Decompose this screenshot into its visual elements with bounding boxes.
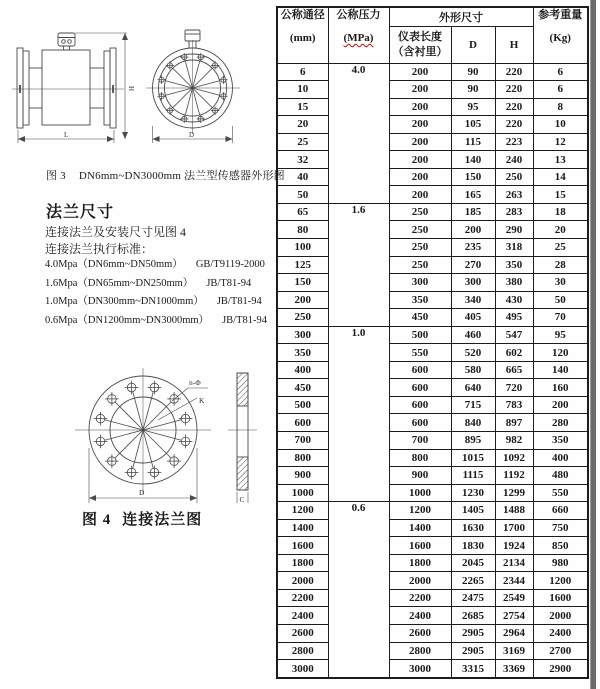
- cell-weight: 140: [533, 361, 588, 379]
- cell-d: 90: [451, 81, 495, 99]
- col-header-outline: 外形尺寸: [389, 7, 533, 26]
- cell-weight: 28: [533, 256, 588, 274]
- table-row: [277, 309, 588, 327]
- cell-dn: 1600: [277, 537, 328, 555]
- col-header-d: D: [451, 26, 495, 63]
- cell-length: 1400: [389, 519, 451, 537]
- cell-d: 840: [451, 414, 495, 432]
- cell-dn: 500: [277, 396, 328, 414]
- flange-intro-line: 连接法兰及安装尺寸见图 4: [45, 225, 187, 239]
- cell-dn: 20: [277, 116, 328, 134]
- cell-pressure: 0.6: [328, 502, 389, 678]
- col-header-length: 仪表长度 （含衬里）: [389, 26, 451, 63]
- table-row: [277, 361, 588, 379]
- cell-length: 300: [389, 274, 451, 292]
- cell-weight: 70: [533, 309, 588, 327]
- cell-h: 2549: [495, 589, 533, 607]
- cell-dn: 32: [277, 151, 328, 169]
- table-row: [277, 186, 588, 204]
- cell-weight: 50: [533, 291, 588, 309]
- cell-length: 700: [389, 431, 451, 449]
- cell-h: 783: [495, 396, 533, 414]
- col-header-weight: 参考重量 (Kg): [533, 7, 588, 63]
- cell-h: 1192: [495, 467, 533, 485]
- cell-weight: 14: [533, 168, 588, 186]
- cell-weight: 750: [533, 519, 588, 537]
- cell-h: 897: [495, 414, 533, 432]
- cell-d: 715: [451, 396, 495, 414]
- cell-length: 200: [389, 63, 451, 81]
- cell-weight: 200: [533, 396, 588, 414]
- table-row: [277, 116, 588, 134]
- cell-dn: 300: [277, 326, 328, 344]
- table-row: [277, 344, 588, 362]
- cell-d: 895: [451, 431, 495, 449]
- cell-h: 2344: [495, 572, 533, 590]
- cell-length: 350: [389, 291, 451, 309]
- figure3-caption-number: 图 3: [46, 170, 66, 182]
- cell-weight: 660: [533, 502, 588, 520]
- cell-length: 800: [389, 449, 451, 467]
- cell-length: 500: [389, 326, 451, 344]
- cell-length: 200: [389, 133, 451, 151]
- cell-h: 223: [495, 133, 533, 151]
- cell-weight: 480: [533, 467, 588, 485]
- cell-h: 290: [495, 221, 533, 239]
- cell-pressure: 1.0: [328, 326, 389, 501]
- cell-h: 602: [495, 344, 533, 362]
- cell-length: 250: [389, 256, 451, 274]
- cell-h: 220: [495, 63, 533, 81]
- cell-weight: 10: [533, 116, 588, 134]
- col-header-dn: 公称通径 (mm): [277, 7, 328, 63]
- page-edge-line: [590, 0, 596, 689]
- cell-dn: 50: [277, 186, 328, 204]
- cell-h: 1488: [495, 502, 533, 520]
- cell-d: 460: [451, 326, 495, 344]
- standard-item: [45, 256, 267, 275]
- junction-box: [58, 33, 75, 46]
- dim-label-c: C: [239, 495, 245, 504]
- cell-dn: 800: [277, 449, 328, 467]
- cell-dn: 40: [277, 168, 328, 186]
- cell-length: 200: [389, 168, 451, 186]
- col-header-h: H: [495, 26, 533, 63]
- standard-code: JB/T81-94: [216, 296, 262, 308]
- cell-h: 263: [495, 186, 533, 204]
- standard-item: [45, 293, 267, 312]
- cell-d: 340: [451, 291, 495, 309]
- figure4-caption-text: 连接法兰图: [122, 512, 203, 528]
- cell-d: 2905: [451, 642, 495, 660]
- cell-d: 140: [451, 151, 495, 169]
- cell-h: 1700: [495, 519, 533, 537]
- cell-h: 220: [495, 116, 533, 134]
- table-row: [277, 502, 588, 520]
- standard-range: （DN1200mm~DN3000mm）: [77, 314, 210, 326]
- header-row-1: [277, 7, 588, 26]
- cell-length: 2400: [389, 607, 451, 625]
- cell-d: 235: [451, 238, 495, 256]
- cell-length: 250: [389, 203, 451, 221]
- cell-dn: 3000: [277, 660, 328, 678]
- flange-standards-line: 连接法兰执行标准：: [45, 242, 154, 256]
- cell-d: 200: [451, 221, 495, 239]
- cell-length: 2600: [389, 625, 451, 643]
- cell-h: 3169: [495, 642, 533, 660]
- standard-pressure: 1.0Mpa: [45, 296, 78, 308]
- figure3-caption: [46, 167, 285, 183]
- table-row: [277, 168, 588, 186]
- cell-length: 1000: [389, 484, 451, 502]
- cell-d: 1115: [451, 467, 495, 485]
- table-row: [277, 431, 588, 449]
- cell-length: 450: [389, 309, 451, 327]
- cell-weight: 6: [533, 81, 588, 99]
- cell-weight: 160: [533, 379, 588, 397]
- cell-weight: 980: [533, 554, 588, 572]
- standard-range: （DN65mm~DN250mm）: [77, 277, 194, 289]
- cell-length: 200: [389, 151, 451, 169]
- table-row: [277, 133, 588, 151]
- cell-h: 2964: [495, 625, 533, 643]
- cell-d: 90: [451, 63, 495, 81]
- table-row: [277, 203, 588, 221]
- standard-code: GB/T9119-2000: [195, 259, 265, 270]
- cell-weight: 850: [533, 537, 588, 555]
- dim-label-d: D: [189, 131, 195, 139]
- cell-weight: 13: [533, 151, 588, 169]
- cell-weight: 20: [533, 221, 588, 239]
- cell-weight: 550: [533, 484, 588, 502]
- cell-d: 1230: [451, 484, 495, 502]
- junction-box-front: [185, 30, 200, 41]
- cell-h: 547: [495, 326, 533, 344]
- cell-length: 2200: [389, 589, 451, 607]
- cell-pressure: 4.0: [328, 63, 389, 203]
- cell-h: 380: [495, 274, 533, 292]
- cell-h: 2754: [495, 607, 533, 625]
- cell-dn: 80: [277, 221, 328, 239]
- cell-weight: 1600: [533, 589, 588, 607]
- cell-dn: 65: [277, 203, 328, 221]
- cell-weight: 350: [533, 431, 588, 449]
- cell-d: 1405: [451, 502, 495, 520]
- figure3-caption-text: DN6mm~DN3000mm 法兰型传感器外形图: [78, 170, 285, 182]
- dim-label-d: D: [139, 488, 145, 497]
- table-row: [277, 238, 588, 256]
- cell-h: 982: [495, 431, 533, 449]
- standard-range: （DN6mm~DN50mm）: [77, 259, 183, 270]
- cell-weight: 2700: [533, 642, 588, 660]
- cell-dn: 2600: [277, 625, 328, 643]
- cell-d: 580: [451, 361, 495, 379]
- cell-pressure: 1.6: [328, 203, 389, 326]
- cell-d: 185: [451, 203, 495, 221]
- cell-d: 115: [451, 133, 495, 151]
- cell-dn: 700: [277, 431, 328, 449]
- cell-length: 200: [389, 186, 451, 204]
- cell-h: 1924: [495, 537, 533, 555]
- cell-dn: 125: [277, 256, 328, 274]
- cell-length: 250: [389, 238, 451, 256]
- table-row: [277, 572, 588, 590]
- cell-d: 1630: [451, 519, 495, 537]
- table-row: [277, 642, 588, 660]
- cell-length: 600: [389, 414, 451, 432]
- cell-length: 550: [389, 344, 451, 362]
- standard-pressure: 0.6Mpa: [45, 314, 78, 326]
- table-row: [277, 537, 588, 555]
- table-row: [277, 379, 588, 397]
- cell-dn: 200: [277, 291, 328, 309]
- cell-h: 220: [495, 98, 533, 116]
- cell-dn: 10: [277, 81, 328, 99]
- cell-dn: 2400: [277, 607, 328, 625]
- cell-dn: 600: [277, 414, 328, 432]
- cell-dn: 150: [277, 274, 328, 292]
- table-row: [277, 291, 588, 309]
- cell-h: 665: [495, 361, 533, 379]
- cell-d: 2045: [451, 554, 495, 572]
- cell-length: 1600: [389, 537, 451, 555]
- cell-h: 240: [495, 151, 533, 169]
- cell-weight: 15: [533, 186, 588, 204]
- cell-dn: 100: [277, 238, 328, 256]
- cell-length: 600: [389, 379, 451, 397]
- cell-h: 2134: [495, 554, 533, 572]
- cell-length: 600: [389, 396, 451, 414]
- cell-h: 220: [495, 81, 533, 99]
- table-row: [277, 607, 588, 625]
- cell-d: 405: [451, 309, 495, 327]
- cell-dn: 1200: [277, 502, 328, 520]
- cell-d: 300: [451, 274, 495, 292]
- cell-d: 165: [451, 186, 495, 204]
- flange-dimensions-heading: 法兰尺寸: [46, 204, 115, 221]
- table-row: [277, 81, 588, 99]
- cell-length: 200: [389, 116, 451, 134]
- table-row: [277, 63, 588, 81]
- standard-pressure: 1.6Mpa: [45, 277, 78, 289]
- cell-weight: 2900: [533, 660, 588, 678]
- cell-h: 283: [495, 203, 533, 221]
- table-row: [277, 396, 588, 414]
- standard-code: JB/T81-94: [222, 314, 267, 326]
- cell-d: 2475: [451, 589, 495, 607]
- standard-range: （DN300mm~DN1000mm）: [77, 296, 204, 308]
- dim-label-l: L: [64, 131, 69, 139]
- cell-dn: 25: [277, 133, 328, 151]
- cell-dn: 400: [277, 361, 328, 379]
- cell-length: 200: [389, 81, 451, 99]
- cell-weight: 18: [533, 203, 588, 221]
- cell-h: 3369: [495, 660, 533, 678]
- cell-length: 1800: [389, 554, 451, 572]
- table-row: [277, 449, 588, 467]
- cell-weight: 120: [533, 344, 588, 362]
- label-n-phi: n-Φ: [189, 378, 201, 387]
- standard-item: [45, 312, 267, 331]
- table-row: [277, 256, 588, 274]
- cell-dn: 2200: [277, 589, 328, 607]
- cell-dn: 900: [277, 467, 328, 485]
- standard-item: [45, 275, 267, 294]
- table-row: [277, 589, 588, 607]
- cell-weight: 400: [533, 449, 588, 467]
- table-row: [277, 467, 588, 485]
- cell-length: 1200: [389, 502, 451, 520]
- cell-weight: 8: [533, 98, 588, 116]
- cell-dn: 2800: [277, 642, 328, 660]
- cell-d: 2685: [451, 607, 495, 625]
- table-row: [277, 554, 588, 572]
- cell-weight: 25: [533, 238, 588, 256]
- col-header-pressure: 公称压力 (MPa): [328, 7, 389, 63]
- cell-length: 900: [389, 467, 451, 485]
- cell-weight: 1200: [533, 572, 588, 590]
- label-k: K: [199, 396, 205, 405]
- cell-h: 350: [495, 256, 533, 274]
- cell-dn: 1000: [277, 484, 328, 502]
- table-row: [277, 274, 588, 292]
- table-row: [277, 414, 588, 432]
- cell-weight: 95: [533, 326, 588, 344]
- standard-code: JB/T81-94: [206, 277, 252, 289]
- dim-label-h: H: [127, 86, 135, 92]
- cell-weight: 30: [533, 274, 588, 292]
- cell-dn: 2000: [277, 572, 328, 590]
- cell-dn: 350: [277, 344, 328, 362]
- cell-d: 150: [451, 168, 495, 186]
- cell-h: 495: [495, 309, 533, 327]
- cell-d: 270: [451, 256, 495, 274]
- cell-h: 318: [495, 238, 533, 256]
- cell-weight: 6: [533, 63, 588, 81]
- cell-length: 600: [389, 361, 451, 379]
- cell-weight: 280: [533, 414, 588, 432]
- cell-dn: 250: [277, 309, 328, 327]
- dimensions-table: [276, 6, 589, 679]
- flange-standards-list: [45, 256, 267, 330]
- cell-dn: 1800: [277, 554, 328, 572]
- cell-d: 520: [451, 344, 495, 362]
- cell-dn: 1400: [277, 519, 328, 537]
- cell-h: 250: [495, 168, 533, 186]
- cell-weight: 2400: [533, 625, 588, 643]
- cell-d: 1830: [451, 537, 495, 555]
- cell-dn: 6: [277, 63, 328, 81]
- cell-d: 2265: [451, 572, 495, 590]
- cell-d: 95: [451, 98, 495, 116]
- cell-length: 2800: [389, 642, 451, 660]
- table-row: [277, 519, 588, 537]
- table-row: [277, 221, 588, 239]
- cell-h: 720: [495, 379, 533, 397]
- cell-length: 200: [389, 98, 451, 116]
- cell-length: 2000: [389, 572, 451, 590]
- cell-d: 1015: [451, 449, 495, 467]
- cell-weight: 2000: [533, 607, 588, 625]
- standard-pressure: 4.0Mpa: [45, 259, 78, 270]
- cell-length: 3000: [389, 660, 451, 678]
- cell-dn: 450: [277, 379, 328, 397]
- cell-d: 640: [451, 379, 495, 397]
- cell-h: 1092: [495, 449, 533, 467]
- table-row: [277, 625, 588, 643]
- cell-length: 250: [389, 221, 451, 239]
- table-row: [277, 98, 588, 116]
- figure4-drawing: [58, 348, 270, 510]
- cell-d: 2905: [451, 625, 495, 643]
- figure3-drawing: [8, 14, 258, 162]
- table-row: [277, 326, 588, 344]
- cell-h: 430: [495, 291, 533, 309]
- cell-weight: 12: [533, 133, 588, 151]
- cell-dn: 15: [277, 98, 328, 116]
- figure4-caption-number: 图 4: [82, 512, 112, 528]
- cell-h: 1299: [495, 484, 533, 502]
- figure4-caption: [82, 508, 202, 529]
- table-row: [277, 151, 588, 169]
- cell-d: 3315: [451, 660, 495, 678]
- cell-d: 105: [451, 116, 495, 134]
- table-row: [277, 484, 588, 502]
- table-row: [277, 660, 588, 678]
